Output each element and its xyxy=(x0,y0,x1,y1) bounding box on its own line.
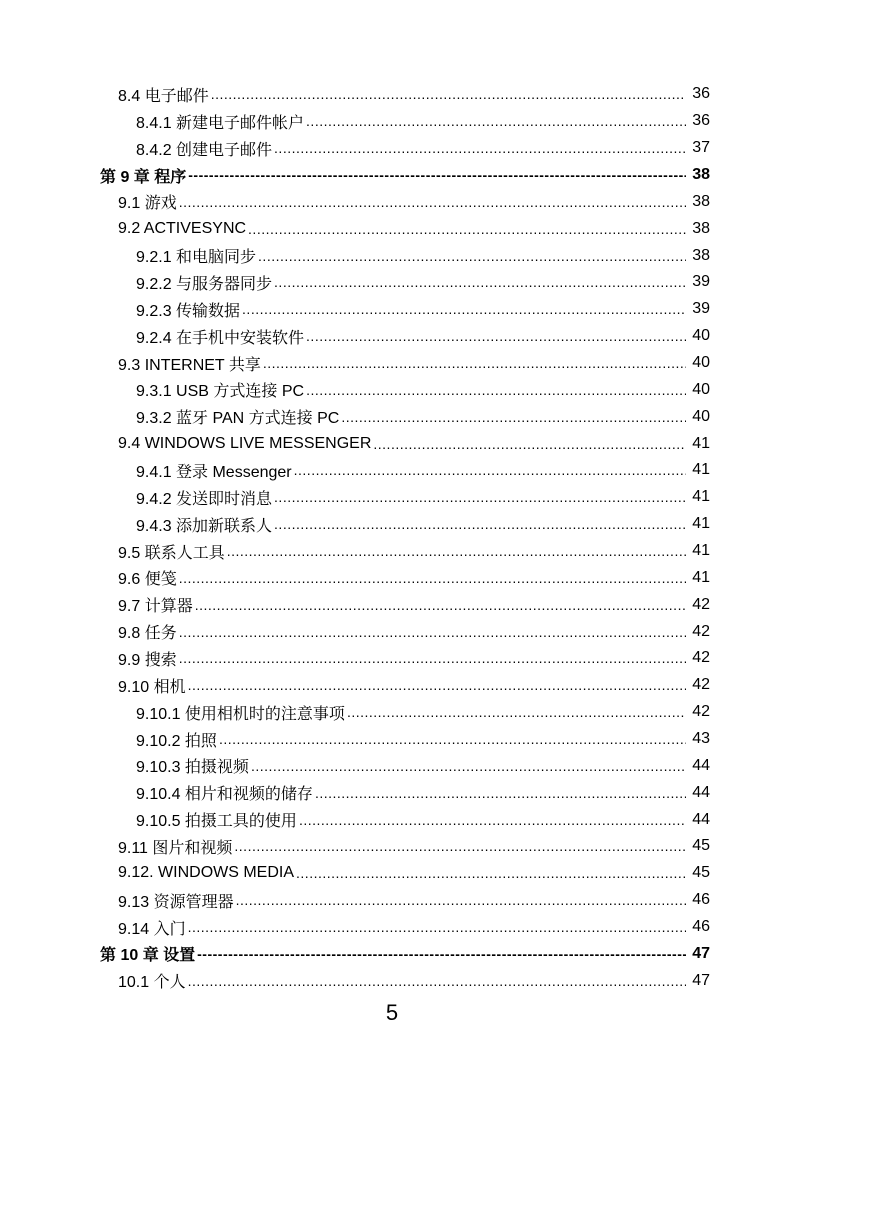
toc-entry-label: 9.3.1 USB 方式连接 PC xyxy=(136,383,305,401)
toc-page-number: 47 xyxy=(692,944,710,962)
toc-entry-label: 9.13 资源管理器 xyxy=(118,893,234,911)
toc-entry-label: 9.10.1 使用相机时的注意事项 xyxy=(136,705,345,723)
toc-leader-dots xyxy=(296,864,686,882)
toc-leader-dots xyxy=(188,676,686,694)
toc-page-number: 38 xyxy=(692,192,710,210)
toc-entry-label: 9.10.4 相片和视频的储存 xyxy=(136,786,313,804)
toc-entry-row[interactable] xyxy=(0,323,869,350)
toc-entry-label: 第 10 章 设置 xyxy=(100,947,196,965)
toc-entry-label: 9.10.5 拍摄工具的使用 xyxy=(136,813,297,831)
toc-leader-dots xyxy=(274,488,686,506)
toc-page-number: 38 xyxy=(692,246,710,264)
toc-leader-dots xyxy=(274,515,686,533)
toc-entry-label: 9.2 ACTIVESYNC xyxy=(118,219,247,237)
toc-entry-label: 9.8 任务 xyxy=(118,625,177,643)
toc-page-number: 42 xyxy=(692,676,710,694)
toc-entry-label: 10.1 个人 xyxy=(118,974,186,992)
toc-entry-row[interactable] xyxy=(0,967,869,994)
toc-entry-row[interactable] xyxy=(0,188,869,215)
toc-entry-row[interactable] xyxy=(0,860,869,887)
toc-leader-dots xyxy=(306,381,686,399)
toc-page-number: 42 xyxy=(692,622,710,640)
toc-page-number: 45 xyxy=(692,864,710,882)
toc-entry-label: 9.10.2 拍照 xyxy=(136,732,217,750)
toc-page-number: 44 xyxy=(692,756,710,774)
toc-entry-row[interactable] xyxy=(0,484,869,511)
page-number: 5 xyxy=(385,1000,399,1025)
toc-entry-row[interactable] xyxy=(0,726,869,753)
toc-leader-dots xyxy=(179,649,686,667)
toc-page-number: 40 xyxy=(692,380,710,398)
toc-entry-label: 9.2.3 传输数据 xyxy=(136,302,241,320)
toc-entry-row[interactable] xyxy=(0,403,869,430)
toc-entry-label: 9.2.1 和电脑同步 xyxy=(136,249,257,267)
toc-page-number: 36 xyxy=(692,112,710,130)
toc-page-number: 40 xyxy=(692,327,710,345)
toc-leader-dots xyxy=(306,112,686,130)
toc-entry-label: 第 9 章 程序 xyxy=(100,168,187,186)
toc-entry-row[interactable] xyxy=(0,350,869,377)
toc-entry-row[interactable] xyxy=(0,564,869,591)
toc-page-number: 44 xyxy=(692,810,710,828)
toc-entry-row[interactable] xyxy=(0,430,869,457)
toc-page-number: 41 xyxy=(692,461,710,479)
toc-leader-dots xyxy=(263,354,686,372)
toc-chapter-row[interactable] xyxy=(0,162,869,189)
toc-entry-row[interactable] xyxy=(0,591,869,618)
toc-page-number: 41 xyxy=(692,515,710,533)
toc-page-number: 38 xyxy=(692,166,710,183)
toc-entry-label: 9.2.2 与服务器同步 xyxy=(136,275,273,293)
toc-entry-row[interactable] xyxy=(0,699,869,726)
toc-page-number: 40 xyxy=(692,407,710,425)
toc-page-number: 39 xyxy=(692,273,710,291)
toc-page-number: 46 xyxy=(692,918,710,936)
toc-page-number: 45 xyxy=(692,837,710,855)
toc-leader-dots xyxy=(219,730,686,748)
toc-entry-row[interactable] xyxy=(0,376,869,403)
toc-page-number: 36 xyxy=(692,85,710,103)
toc-leader-dots xyxy=(294,461,686,479)
toc-entry-row[interactable] xyxy=(0,538,869,565)
toc-entry-row[interactable] xyxy=(0,752,869,779)
toc-entry-row[interactable] xyxy=(0,672,869,699)
toc-entry-label: 9.11 图片和视频 xyxy=(118,839,233,857)
toc-leader-dots xyxy=(315,784,686,802)
toc-leader-dots xyxy=(188,972,686,990)
toc-leader-dots xyxy=(234,837,686,855)
toc-leader-dots xyxy=(251,757,686,775)
toc-leader-dots xyxy=(227,542,686,560)
toc-entry-row[interactable] xyxy=(0,833,869,860)
toc-page-number: 40 xyxy=(692,354,710,372)
toc-leader-dots xyxy=(188,918,686,936)
toc-page-number: 42 xyxy=(692,649,710,667)
toc-entry-row[interactable] xyxy=(0,108,869,135)
toc-entry-label: 9.3.2 蓝牙 PAN 方式连接 PC xyxy=(136,410,340,428)
toc-leader-dots xyxy=(179,623,686,641)
toc-entry-label: 9.5 联系人工具 xyxy=(118,544,225,562)
toc-entry-label: 8.4.2 创建电子邮件 xyxy=(136,141,273,159)
toc-leader-dots xyxy=(188,166,686,184)
toc-leader-dots xyxy=(341,408,686,426)
toc-entry-row[interactable] xyxy=(0,511,869,538)
toc-entry-row[interactable] xyxy=(0,296,869,323)
toc-leader-dots xyxy=(242,300,686,318)
toc-page-number: 46 xyxy=(692,891,710,909)
toc-page-number: 41 xyxy=(692,488,710,506)
toc-entry-row[interactable] xyxy=(0,618,869,645)
toc-entry-row[interactable] xyxy=(0,457,869,484)
toc-entry-row[interactable] xyxy=(0,269,869,296)
toc-entry-label: 9.4.2 发送即时消息 xyxy=(136,490,273,508)
toc-leader-dots xyxy=(306,327,686,345)
toc-leader-dots xyxy=(179,569,686,587)
toc-page-number: 47 xyxy=(692,971,710,989)
toc-entry-row[interactable] xyxy=(0,215,869,242)
toc-leader-dots xyxy=(211,85,686,103)
toc-entry-row[interactable] xyxy=(0,242,869,269)
toc-entry-row[interactable] xyxy=(0,135,869,162)
toc-page-number: 38 xyxy=(692,219,710,237)
toc-page-number: 39 xyxy=(692,300,710,318)
toc-page-number: 41 xyxy=(692,568,710,586)
toc-entry-label: 9.9 搜索 xyxy=(118,651,177,669)
toc-page-number: 37 xyxy=(692,139,710,157)
toc-entry-label: 9.12. WINDOWS MEDIA xyxy=(118,864,295,882)
toc-leader-dots xyxy=(248,220,686,238)
toc-entry-label: 8.4 电子邮件 xyxy=(118,87,209,105)
toc-entry-label: 9.4.1 登录 Messenger xyxy=(136,463,292,481)
toc-entry-label: 9.14 入门 xyxy=(118,920,186,938)
toc-entry-label: 9.10.3 拍摄视频 xyxy=(136,759,249,777)
toc-entry-row[interactable] xyxy=(0,914,869,941)
toc-entry-label: 9.4.3 添加新联系人 xyxy=(136,517,273,535)
toc-page-number: 44 xyxy=(692,783,710,801)
toc-entry-label: 8.4.1 新建电子邮件帐户 xyxy=(136,114,305,132)
toc-page-number: 42 xyxy=(692,595,710,613)
toc-leader-dots xyxy=(197,945,686,963)
toc-entry-label: 9.4 WINDOWS LIVE MESSENGER xyxy=(118,434,372,452)
toc-leader-dots xyxy=(274,273,686,291)
toc-leader-dots xyxy=(347,703,686,721)
toc-leader-dots xyxy=(373,435,686,453)
toc-entry-row[interactable] xyxy=(0,81,869,108)
toc-entry-row[interactable] xyxy=(0,779,869,806)
table-of-contents xyxy=(0,81,869,994)
toc-entry-row[interactable] xyxy=(0,645,869,672)
toc-page-number: 43 xyxy=(692,730,710,748)
toc-leader-dots xyxy=(299,811,686,829)
toc-leader-dots xyxy=(179,193,686,211)
toc-entry-label: 9.6 便笺 xyxy=(118,571,177,589)
toc-entry-label: 9.1 游戏 xyxy=(118,195,177,213)
toc-leader-dots xyxy=(258,247,686,265)
toc-leader-dots xyxy=(274,139,686,157)
toc-entry-label: 9.7 计算器 xyxy=(118,598,193,616)
toc-entry-row[interactable] xyxy=(0,806,869,833)
toc-page-number: 41 xyxy=(692,434,710,452)
toc-entry-label: 9.3 INTERNET 共享 xyxy=(118,356,261,374)
toc-entry-row[interactable] xyxy=(0,887,869,914)
toc-page-number: 42 xyxy=(692,703,710,721)
toc-page-number: 41 xyxy=(692,542,710,560)
toc-leader-dots xyxy=(236,891,686,909)
toc-entry-label: 9.10 相机 xyxy=(118,678,186,696)
toc-leader-dots xyxy=(195,596,686,614)
toc-chapter-row[interactable] xyxy=(0,941,869,968)
toc-entry-label: 9.2.4 在手机中安装软件 xyxy=(136,329,305,347)
